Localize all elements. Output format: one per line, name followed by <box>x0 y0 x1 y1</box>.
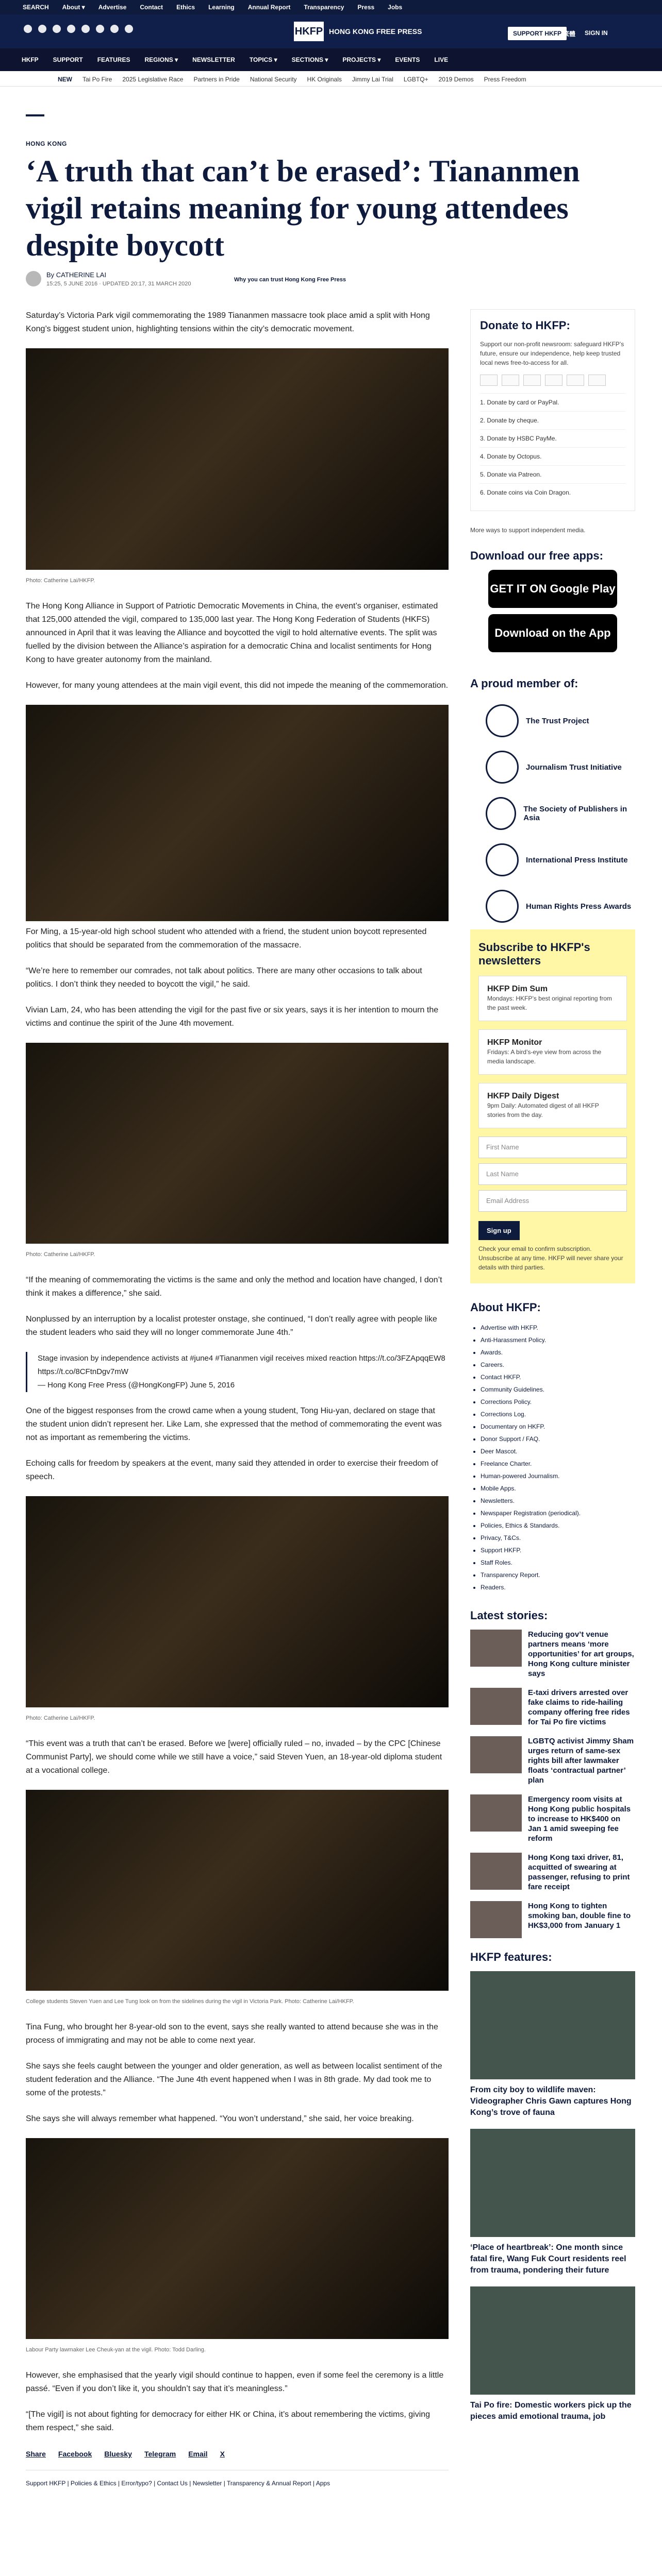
top-link-annual-report[interactable]: Annual Report <box>247 4 291 11</box>
topic-bar <box>0 71 662 87</box>
paragraph: “This event was a truth that can’t be erased. Before we [were] officially ruled – no, invaded – by the CPC [Chinese Communist Party], we should come while we still have a voice,” said Steven Yuen, an 18-year-old diploma student at a vocational college. <box>26 1739 442 1775</box>
card-icon <box>480 375 498 386</box>
story-thumbnail <box>470 1688 522 1725</box>
article-photo <box>26 1043 449 1244</box>
about-link[interactable]: • Support HKFP. <box>481 1544 635 1556</box>
more-ways-link[interactable]: More ways to support independent media. <box>470 527 586 534</box>
feature-image <box>470 2286 635 2395</box>
app-store-button[interactable]: Download on the App Store <box>488 614 617 652</box>
article-photo <box>26 1790 449 1991</box>
share-facebook[interactable]: Facebook <box>58 2450 92 2458</box>
paragraph: However, she emphasised that the yearly vigil should continue to happen, even if some feel the ceremony is a little passé. “Even if you don’t like it, you shouldn’t say that it’s meaningless.” <box>26 2371 444 2393</box>
about-title: About HKFP: <box>470 1301 541 1314</box>
facebook-icon[interactable] <box>24 25 32 33</box>
nav-features[interactable]: FEATURES <box>97 56 130 63</box>
article-photo <box>26 705 449 921</box>
paragraph: Tina Fung, who brought her 8-year-old son to the event, says she really wanted to attend because she was in the process of immigrating and may not be able to come next year. <box>26 2023 438 2045</box>
article-photo <box>26 2138 449 2339</box>
about-link[interactable]: • Human-powered Journalism. <box>481 1470 635 1482</box>
member-badge-icon <box>486 751 519 784</box>
about-link[interactable]: • Freelance Charter. <box>481 1458 635 1470</box>
first-name-field[interactable]: First Name <box>478 1137 627 1158</box>
topic-link[interactable]: National Security <box>250 76 297 83</box>
top-link-contact[interactable]: Contact <box>140 4 163 11</box>
sign-in-link[interactable]: SIGN IN <box>585 29 608 37</box>
article-dates: 15:25, 5 JUNE 2016 · UPDATED 20:17, 31 MARCH 2020 <box>46 281 191 287</box>
card-icon <box>567 375 584 386</box>
share-telegram[interactable]: Telegram <box>144 2450 176 2458</box>
donate-option[interactable]: 1. Donate by card or PayPal. <box>480 393 625 411</box>
card-icon <box>588 375 606 386</box>
top-bar <box>0 0 662 14</box>
topic-link[interactable]: 2025 Legislative Race <box>122 76 184 83</box>
newsletter-option[interactable]: HKFP Daily Digest 9pm Daily: Automated digest of all HKFP stories from the day. <box>478 1083 627 1128</box>
photo-caption: Labour Party lawmaker Lee Cheuk-yan at the vigil. Photo: Todd Darling. <box>26 2347 206 2353</box>
feature-image <box>470 1971 635 2079</box>
logo-mark: HKFP <box>294 22 324 41</box>
top-link-jobs[interactable]: Jobs <box>388 4 403 11</box>
logo-text: HONG KONG FREE PRESS <box>329 27 422 36</box>
feature-story[interactable]: Tai Po fire: Domestic workers pick up the pieces amid emotional trauma, job <box>470 2286 635 2422</box>
card-icon <box>502 375 519 386</box>
member-badge-icon <box>486 843 519 876</box>
share-links <box>26 2447 449 2461</box>
latest-title: Latest stories: <box>470 1609 548 1622</box>
about-link[interactable]: • Community Guidelines. <box>481 1383 635 1396</box>
about-link[interactable]: • Anti-Harassment Policy. <box>481 1334 635 1346</box>
nav-projects[interactable]: PROJECTS ▾ <box>342 56 381 63</box>
share-bluesky[interactable]: Bluesky <box>104 2450 132 2458</box>
member-logo[interactable]: The Society of Publishers in Asia <box>470 790 635 837</box>
tweet-author[interactable]: — Hong Kong Free Press (@HongKongFP) June 5, 2016 <box>38 1381 235 1389</box>
google-play-button[interactable]: GET IT ON Google Play <box>488 570 617 608</box>
site-logo[interactable] <box>294 22 422 41</box>
nav-events[interactable]: EVENTS <box>395 56 420 63</box>
article-footer-links[interactable]: Support HKFP | Policies & Ethics | Error/typo? | Contact Us | Newsletter | Transparency & Annual Report | Apps <box>26 2470 449 2490</box>
newsletter-box <box>470 929 635 1283</box>
donate-box <box>470 309 635 511</box>
donate-option[interactable]: 5. Donate via Patreon. <box>480 465 625 483</box>
about-link[interactable]: • Policies, Ethics & Standards. <box>481 1519 635 1532</box>
about-link[interactable]: • Corrections Log. <box>481 1408 635 1420</box>
paragraph: The Hong Kong Alliance in Support of Patriotic Democratic Movements in China, the event’s organiser, estimated that 125,000 attended the vigil, compared to 135,000 last year. The Hong Kong Federation of Students (HKFS) announced in April that it was leaving the Alliance and boycotted the vigil to hold alternative events. The split was fuelled by the division between the Alliance’s aspiration for a democratic China and localist sentiments for Hong Kong to have greater autonomy from the mainland. <box>26 602 438 664</box>
article-photo <box>26 348 449 570</box>
nav-regions[interactable]: REGIONS ▾ <box>144 56 178 63</box>
donate-title: Donate to HKFP: <box>480 319 570 332</box>
about-link[interactable]: • Careers. <box>481 1359 635 1371</box>
paragraph: “We’re here to remember our comrades, not talk about politics. There are many other occasions to talk about politics. I don’t think they needed to boycott the vigil,” he said. <box>26 967 422 989</box>
topic-link[interactable]: Jimmy Lai Trial <box>352 76 393 83</box>
about-link[interactable]: • Contact HKFP. <box>481 1371 635 1383</box>
about-link[interactable]: • Privacy, T&Cs. <box>481 1532 635 1544</box>
youtube-icon[interactable] <box>96 25 104 33</box>
about-list <box>470 1321 635 1594</box>
card-icon <box>523 375 541 386</box>
story-thumbnail <box>470 1901 522 1938</box>
embedded-tweet[interactable] <box>26 1352 449 1392</box>
article-headline: ‘A truth that can’t be erased’: Tiananmen vigil retains meaning for young attendees despite boycott <box>26 154 580 262</box>
about-link[interactable]: • Mobile Apps. <box>481 1482 635 1495</box>
share-email[interactable]: Email <box>188 2450 208 2458</box>
member-logo[interactable]: Human Rights Press Awards <box>470 883 635 929</box>
payment-icons <box>480 375 625 386</box>
share-x[interactable]: X <box>220 2450 225 2458</box>
apps-title: Download our free apps: <box>470 549 603 562</box>
section-label[interactable]: HONG KONG <box>26 140 67 147</box>
paragraph: However, for many young attendees at the main vigil event, this did not impede the meaning of the commemoration. <box>26 681 449 690</box>
linkedin-icon[interactable] <box>81 25 90 33</box>
newsletter-title: Subscribe to HKFP's newsletters <box>478 941 590 967</box>
top-link-press[interactable]: Press <box>357 4 375 11</box>
about-link[interactable]: • Advertise with HKFP. <box>481 1321 635 1334</box>
paragraph: Nonplussed by an interruption by a localist protester onstage, she continued, “I don’t really agree with people like the student leaders who said they will no longer commemorate June 4th.” <box>26 1315 437 1337</box>
topic-link[interactable]: HK Originals <box>307 76 342 83</box>
about-link[interactable]: • Newsletters. <box>481 1495 635 1507</box>
article-photo <box>26 1496 449 1707</box>
about-link[interactable]: • Donor Support / FAQ. <box>481 1433 635 1445</box>
site-header <box>0 14 662 48</box>
nav-hkfp[interactable]: HKFP <box>22 56 39 63</box>
title-divider <box>26 114 44 116</box>
threads-icon[interactable] <box>67 25 75 33</box>
member-badge-icon <box>486 797 516 830</box>
about-link[interactable]: • Transparency Report. <box>481 1569 635 1581</box>
support-button[interactable]: SUPPORT HKFP <box>508 27 567 40</box>
top-link-transparency[interactable]: Transparency <box>304 4 344 11</box>
nav-topics[interactable]: TOPICS ▾ <box>249 56 277 63</box>
card-icon <box>545 375 562 386</box>
share-label: Share <box>26 2450 46 2458</box>
photo-caption: Photo: Catherine Lai/HKFP. <box>26 578 95 584</box>
photo-caption: College students Steven Yuen and Lee Tung look on from the sidelines during the vigil in Victoria Park. Photo: Catherine Lai/HKFP. <box>26 1998 354 2005</box>
last-name-field[interactable]: Last Name <box>478 1163 627 1185</box>
about-link[interactable]: • Newspaper Registration (periodical). <box>481 1507 635 1519</box>
about-link[interactable]: • Deer Mascot. <box>481 1445 635 1458</box>
instagram-icon[interactable] <box>53 25 61 33</box>
features-title: HKFP features: <box>470 1951 552 1963</box>
feature-image <box>470 2129 635 2237</box>
email-field[interactable]: Email Address <box>478 1190 627 1212</box>
newsletter-note: Check your email to confirm subscription. Unsubscribe at any time. HKFP will never share your details with third parties. <box>478 1245 623 1271</box>
new-label: NEW <box>58 76 72 83</box>
feature-story[interactable]: ‘Place of heartbreak’: One month since fatal fire, Wang Fuk Court residents reel from trauma, pondering their future <box>470 2129 635 2276</box>
donate-option[interactable]: 4. Donate by Octopus. <box>480 447 625 465</box>
latest-story[interactable]: Hong Kong taxi driver, 81, acquitted of swearing at passenger, refusing to print fare receipt <box>470 1853 635 1892</box>
about-link[interactable]: • Corrections Policy. <box>481 1396 635 1408</box>
top-link-search[interactable]: SEARCH <box>23 4 49 11</box>
tweet-text: Stage invasion by independence activists at #june4 #Tiananmen vigil receives mixed reaction https://t.co/3FZApqqEW8 https://t.co/8CFtnDgv7mW <box>38 1354 445 1376</box>
rss-icon[interactable] <box>125 25 133 33</box>
story-thumbnail <box>470 1736 522 1773</box>
top-link-learning[interactable]: Learning <box>208 4 235 11</box>
about-link[interactable]: • Awards. <box>481 1346 635 1359</box>
donate-description[interactable]: Support our non-profit newsroom: safeguard HKFP’s future, ensure our independence, help keep trusted local news free-to-access for all. <box>480 341 624 366</box>
paragraph: One of the biggest responses from the crowd came when a young student, Tong Hiu-yan, declared on stage that the student union didn’t represent her. Like Lam, she expressed that the method of commemorating the event was not as important as remembering the victims. <box>26 1406 442 1442</box>
topic-link[interactable]: Press Freedom <box>484 76 526 83</box>
latest-story[interactable]: E-taxi drivers arrested over fake claims to ride-hailing company offering free rides for Tai Po fire victims <box>470 1688 635 1727</box>
paragraph: Echoing calls for freedom by speakers at the event, many said they attended in order to exercise their freedom of speech. <box>26 1459 438 1481</box>
sidebar <box>470 309 635 2433</box>
nav-support[interactable]: SUPPORT <box>53 56 83 63</box>
main-nav <box>0 48 662 71</box>
top-link-about[interactable]: About ▾ <box>62 4 85 11</box>
language-link[interactable]: 繁體 <box>563 30 576 38</box>
photo-caption: Photo: Catherine Lai/HKFP. <box>26 1251 95 1258</box>
paragraph: She says she will always remember what happened. “You won’t understand,” she said, her voice breaking. <box>26 2114 414 2123</box>
member-title: A proud member of: <box>470 677 578 690</box>
paragraph: Saturday’s Victoria Park vigil commemorating the 1989 Tiananmen massacre took place amid a split with Hong Kong’s biggest student union, highlighting tensions within the city’s democratic movement. <box>26 311 430 333</box>
about-link[interactable]: • Staff Roles. <box>481 1556 635 1569</box>
trust-link[interactable]: Why you can trust Hong Kong Free Press <box>234 277 346 283</box>
mail-icon[interactable] <box>110 25 119 33</box>
paragraph: “If the meaning of commemorating the victims is the same and only the method and location have changed, I don’t think it makes a difference,” she said. <box>26 1276 442 1298</box>
member-logo[interactable]: Journalism Trust Initiative <box>470 744 635 790</box>
story-thumbnail <box>470 1794 522 1832</box>
story-thumbnail <box>470 1853 522 1890</box>
feature-story[interactable]: From city boy to wildlife maven: Videographer Chris Gawn captures Hong Kong’s trove of fauna <box>470 1971 635 2119</box>
top-link-ethics[interactable]: Ethics <box>176 4 195 11</box>
latest-story[interactable]: Reducing gov’t venue partners means ‘more opportunities’ for art groups, Hong Kong culture minister says <box>470 1630 635 1679</box>
social-icons <box>24 25 133 33</box>
nav-sections[interactable]: SECTIONS ▾ <box>291 56 328 63</box>
article-body <box>26 309 449 2490</box>
x-icon[interactable] <box>38 25 46 33</box>
topic-link[interactable]: LGBTQ+ <box>403 76 428 83</box>
topic-link[interactable]: Tai Po Fire <box>82 76 112 83</box>
newsletter-option[interactable]: HKFP Monitor Fridays: A bird’s-eye view from across the media landscape. <box>478 1029 627 1075</box>
newsletter-option[interactable]: HKFP Dim Sum Mondays: HKFP’s best original reporting from the past week. <box>478 976 627 1021</box>
paragraph: Vivian Lam, 24, who has been attending the vigil for the past five or six years, says it is her intention to mourn the victims and continue the spirit of the June 4th movement. <box>26 1006 439 1028</box>
photo-caption: Photo: Catherine Lai/HKFP. <box>26 1715 95 1721</box>
member-badge-icon <box>486 704 519 737</box>
about-link[interactable]: • Documentary on HKFP. <box>481 1420 635 1433</box>
about-link[interactable]: • Readers. <box>481 1581 635 1594</box>
author-name[interactable]: CATHERINE LAI <box>56 271 107 279</box>
donate-option[interactable]: 2. Donate by cheque. <box>480 411 625 429</box>
nav-newsletter[interactable]: NEWSLETTER <box>192 56 235 63</box>
paragraph: “[The vigil] is not about fighting for democracy for either HK or China, it’s about remembering the victims, giving them respect,” she said. <box>26 2410 431 2432</box>
latest-story[interactable]: LGBTQ activist Jimmy Sham urges return of same-sex rights bill after lawmaker floats ‘contractual partner’ plan <box>470 1736 635 1785</box>
latest-story[interactable]: Emergency room visits at Hong Kong public hospitals to increase to HK$400 on Jan 1 amid sweeping fee reform <box>470 1794 635 1843</box>
donate-option[interactable]: 6. Donate coins via Coin Dragon. <box>480 483 625 501</box>
member-logo[interactable]: International Press Institute <box>470 837 635 883</box>
paragraph: For Ming, a 15-year-old high school student who attended with a friend, the student union boycott represented politics that should be separated from the commemoration of the massacre. <box>26 927 427 950</box>
signup-button[interactable]: Sign up <box>478 1221 520 1240</box>
donate-option[interactable]: 3. Donate by HSBC PayMe. <box>480 429 625 447</box>
story-thumbnail <box>470 1630 522 1667</box>
author-avatar <box>26 271 41 286</box>
top-link-advertise[interactable]: Advertise <box>98 4 127 11</box>
topic-link[interactable]: Partners in Pride <box>193 76 240 83</box>
member-badge-icon <box>486 890 519 923</box>
topic-link[interactable]: 2019 Demos <box>438 76 474 83</box>
author-byline[interactable]: By CATHERINE LAI <box>46 271 107 279</box>
latest-story[interactable]: Hong Kong to tighten smoking ban, double fine to HK$3,000 from January 1 <box>470 1901 635 1938</box>
member-logo[interactable]: The Trust Project <box>470 698 635 744</box>
paragraph: She says she feels caught between the younger and older generation, as well as between localist sentiment of the student federation and the Alliance. “The June 4th event happened when I was in 8th grade. My dad took me to some of the protests.” <box>26 2062 442 2097</box>
nav-live[interactable]: LIVE <box>434 56 449 63</box>
